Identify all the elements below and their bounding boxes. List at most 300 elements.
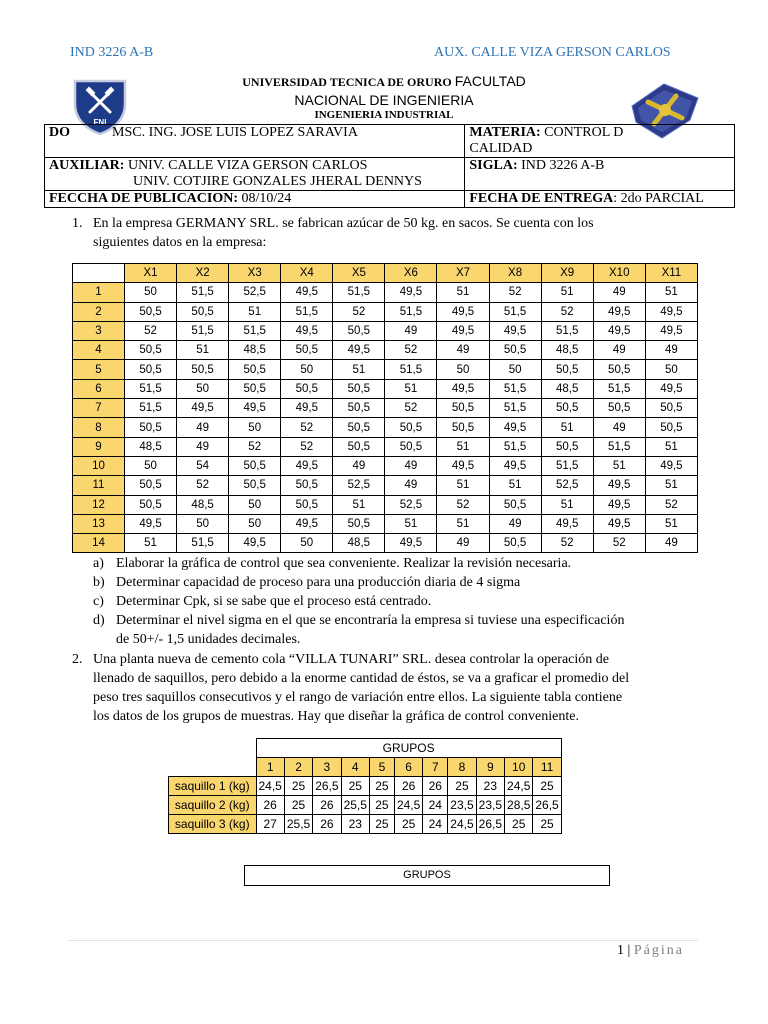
- row-number: 12: [73, 495, 125, 514]
- row-number: 1: [73, 283, 125, 302]
- data-cell: 51,5: [177, 534, 229, 553]
- table-row: [73, 399, 698, 418]
- data-cell: 50,5: [541, 360, 593, 379]
- data-cell: 51,5: [125, 399, 177, 418]
- column-header: X6: [385, 264, 437, 283]
- data-cell: 51: [645, 514, 697, 533]
- question-2-line: peso tres saquillos consecutivos y el rango de variación entre ellos. La siguiente tabla contiene: [93, 690, 623, 705]
- data-cell: 51,5: [489, 437, 541, 456]
- auxiliar-value-1: UNIV. CALLE VIZA GERSON CARLOS: [127, 158, 368, 173]
- data-cell: 49: [645, 341, 697, 360]
- data-cell: 49: [437, 341, 489, 360]
- data-cell: 49,5: [333, 341, 385, 360]
- row-number: 2: [73, 302, 125, 321]
- data-cell: 50,5: [229, 476, 281, 495]
- data-cell: 49,5: [489, 456, 541, 475]
- data-cell: 52: [281, 418, 333, 437]
- data-cell: 50,5: [489, 341, 541, 360]
- data-cell: 49,5: [593, 321, 645, 340]
- sugar-bags-data-table: [72, 263, 698, 553]
- data-cell: 49,5: [593, 476, 645, 495]
- group-number: 6: [394, 758, 422, 777]
- data-cell: 49,5: [593, 514, 645, 533]
- table-row: [73, 302, 698, 321]
- data-cell: 51,5: [177, 283, 229, 302]
- row-number: 8: [73, 418, 125, 437]
- data-cell: 50,5: [125, 418, 177, 437]
- data-cell: 50,5: [593, 360, 645, 379]
- data-cell: 50: [229, 514, 281, 533]
- data-cell: 51,5: [541, 456, 593, 475]
- data-cell: 49,5: [281, 399, 333, 418]
- footer-divider: [68, 940, 698, 941]
- data-cell: 26,5: [313, 777, 341, 796]
- data-cell: 52,5: [333, 476, 385, 495]
- data-cell: 50: [281, 360, 333, 379]
- data-cell: 50,5: [229, 456, 281, 475]
- data-cell: 25: [284, 777, 312, 796]
- data-cell: 54: [177, 456, 229, 475]
- question-2: [72, 650, 692, 726]
- data-cell: 51: [541, 418, 593, 437]
- data-cell: 49: [385, 321, 437, 340]
- data-cell: 50,5: [125, 302, 177, 321]
- row-number: 13: [73, 514, 125, 533]
- group-number: 8: [448, 758, 476, 777]
- page-label: Página: [633, 943, 684, 958]
- data-cell: 25: [369, 815, 394, 834]
- data-cell: 25,5: [341, 796, 369, 815]
- data-cell: 51,5: [489, 302, 541, 321]
- data-cell: 49: [177, 418, 229, 437]
- row-number: 10: [73, 456, 125, 475]
- data-cell: 52: [385, 341, 437, 360]
- data-cell: 25: [533, 777, 561, 796]
- info-row-auxiliar: [45, 158, 735, 191]
- data-cell: 50: [437, 360, 489, 379]
- data-cell: 52: [593, 534, 645, 553]
- data-cell: 51: [489, 476, 541, 495]
- data-cell: 49,5: [645, 321, 697, 340]
- data-cell: 50,5: [229, 379, 281, 398]
- question-1-text: [93, 214, 692, 252]
- data-cell: 49: [437, 534, 489, 553]
- data-cell: 51,5: [281, 302, 333, 321]
- item-text-block: [116, 592, 693, 611]
- data-cell: 51: [593, 456, 645, 475]
- logo-text: FNI: [93, 118, 107, 127]
- docente-label: DO: [49, 125, 70, 140]
- column-header: X3: [229, 264, 281, 283]
- data-cell: 50,5: [125, 360, 177, 379]
- table-header-row: [73, 264, 698, 283]
- groups-number-row: [169, 758, 562, 777]
- data-cell: 50,5: [437, 418, 489, 437]
- publicacion-label: FECCHA DE PUBLICACION:: [49, 191, 239, 206]
- question-item: [93, 611, 693, 649]
- data-cell: 28,5: [505, 796, 533, 815]
- table-row: [73, 379, 698, 398]
- data-cell: 50,5: [489, 495, 541, 514]
- data-cell: 52: [229, 437, 281, 456]
- data-cell: 50,5: [281, 476, 333, 495]
- cement-bags-groups-table: [168, 738, 562, 834]
- data-cell: 51: [125, 534, 177, 553]
- data-cell: 51,5: [125, 379, 177, 398]
- data-cell: 51: [437, 437, 489, 456]
- data-cell: 49,5: [281, 514, 333, 533]
- header-assistant-name: AUX. CALLE VIZA GERSON CARLOS: [434, 45, 671, 60]
- question-1-items: [93, 554, 693, 649]
- data-cell: 25: [369, 796, 394, 815]
- data-cell: 25: [505, 815, 533, 834]
- data-cell: 51: [333, 495, 385, 514]
- row-number: 5: [73, 360, 125, 379]
- group-number: 7: [423, 758, 448, 777]
- table-row: [73, 514, 698, 533]
- faculty-name: NACIONAL DE INGENIERIA: [294, 92, 474, 108]
- data-cell: 51,5: [489, 379, 541, 398]
- entrega-value: : 2do PARCIAL: [613, 191, 704, 206]
- data-cell: 50,5: [177, 302, 229, 321]
- data-cell: 52: [333, 302, 385, 321]
- data-cell: 49,5: [437, 321, 489, 340]
- data-cell: 52: [177, 476, 229, 495]
- data-cell: 24,5: [394, 796, 422, 815]
- table-row: [73, 437, 698, 456]
- data-cell: 48,5: [177, 495, 229, 514]
- data-cell: 50,5: [333, 514, 385, 533]
- info-row-fechas: [45, 191, 735, 208]
- group-number: 4: [341, 758, 369, 777]
- row-number: 11: [73, 476, 125, 495]
- data-cell: 50,5: [125, 341, 177, 360]
- column-header: X1: [125, 264, 177, 283]
- data-cell: 51: [437, 283, 489, 302]
- data-cell: 49,5: [593, 495, 645, 514]
- data-cell: 50: [177, 379, 229, 398]
- item-text: Elaborar la gráfica de control que sea conveniente. Realizar la revisión necesaria.: [116, 556, 572, 571]
- data-cell: 48,5: [541, 341, 593, 360]
- column-header: X11: [645, 264, 697, 283]
- data-cell: 50,5: [333, 379, 385, 398]
- data-cell: 51: [385, 379, 437, 398]
- table-row: [169, 777, 562, 796]
- data-cell: 23,5: [476, 796, 504, 815]
- data-cell: 25,5: [284, 815, 312, 834]
- data-cell: 49,5: [593, 302, 645, 321]
- data-cell: 26: [313, 796, 341, 815]
- group-number: 2: [284, 758, 312, 777]
- column-header: X10: [593, 264, 645, 283]
- group-number: 3: [313, 758, 341, 777]
- group-number: 10: [505, 758, 533, 777]
- data-cell: 49,5: [229, 399, 281, 418]
- page-footer: [617, 943, 684, 959]
- data-cell: 49: [333, 456, 385, 475]
- data-cell: 49,5: [229, 534, 281, 553]
- question-1: [72, 214, 692, 252]
- data-cell: 48,5: [229, 341, 281, 360]
- table-row: [169, 815, 562, 834]
- data-cell: 50,5: [541, 437, 593, 456]
- data-cell: 25: [394, 815, 422, 834]
- data-cell: 50,5: [593, 399, 645, 418]
- data-cell: 50,5: [645, 399, 697, 418]
- university-name: UNIVERSIDAD TECNICA DE ORURO: [242, 75, 452, 89]
- corner-cell: [73, 264, 125, 283]
- group-number: 9: [476, 758, 504, 777]
- item-text: Determinar capacidad de proceso para una producción diaria de 4 sigma: [116, 575, 521, 590]
- column-header: X5: [333, 264, 385, 283]
- data-cell: 49,5: [645, 302, 697, 321]
- data-cell: 52: [489, 283, 541, 302]
- data-cell: 48,5: [333, 534, 385, 553]
- data-cell: 50,5: [229, 360, 281, 379]
- page-number: 1: [617, 943, 624, 958]
- data-cell: 49: [489, 514, 541, 533]
- data-cell: 52: [437, 495, 489, 514]
- table-row: [169, 796, 562, 815]
- data-cell: 25: [284, 796, 312, 815]
- data-cell: 50: [281, 534, 333, 553]
- data-cell: 49: [645, 534, 697, 553]
- data-cell: 49,5: [177, 399, 229, 418]
- table-row: [73, 495, 698, 514]
- data-cell: 51: [645, 437, 697, 456]
- data-cell: 24: [423, 815, 448, 834]
- data-cell: 24: [423, 796, 448, 815]
- groups-title: GRUPOS: [256, 739, 561, 758]
- data-cell: 50,5: [541, 399, 593, 418]
- question-1-number: 1.: [72, 216, 83, 231]
- data-cell: 50,5: [333, 418, 385, 437]
- data-cell: 26,5: [476, 815, 504, 834]
- question-2-number: 2.: [72, 652, 83, 667]
- data-cell: 27: [256, 815, 284, 834]
- data-cell: 52: [125, 321, 177, 340]
- question-item: [93, 573, 693, 592]
- row-label: saquillo 1 (kg): [169, 777, 257, 796]
- table-row: [73, 456, 698, 475]
- row-number: 7: [73, 399, 125, 418]
- data-cell: 52,5: [385, 495, 437, 514]
- data-cell: 51: [645, 476, 697, 495]
- materia-label: MATERIA:: [469, 125, 541, 140]
- table-row: [73, 341, 698, 360]
- column-header: X8: [489, 264, 541, 283]
- sigla-value: IND 3226 A-B: [521, 158, 605, 173]
- data-cell: 25: [369, 777, 394, 796]
- data-cell: 49,5: [125, 514, 177, 533]
- data-cell: 49,5: [281, 456, 333, 475]
- auxiliar-value-2: UNIV. COTJIRE GONZALES JHERAL DENNYS: [133, 174, 422, 189]
- groups-title-row: [169, 739, 562, 758]
- publicacion-value: 08/10/24: [241, 191, 292, 206]
- item-text-block: [116, 573, 693, 592]
- question-1-line-2: siguientes datos en la empresa:: [93, 235, 267, 250]
- data-cell: 52: [541, 302, 593, 321]
- course-info-table: [44, 124, 735, 208]
- data-cell: 26: [313, 815, 341, 834]
- item-text-block: [116, 611, 693, 649]
- data-cell: 51,5: [489, 399, 541, 418]
- auxiliar-label: AUXILIAR:: [49, 158, 125, 173]
- data-cell: 26,5: [533, 796, 561, 815]
- data-cell: 51: [385, 514, 437, 533]
- data-cell: 50: [645, 360, 697, 379]
- data-cell: 51: [437, 514, 489, 533]
- materia-value: CONTROL D: [544, 125, 624, 140]
- sigla-label: SIGLA:: [469, 158, 518, 173]
- entrega-label: FECHA DE ENTREGA: [469, 191, 614, 206]
- item-text-continued: de 50+/- 1,5 unidades decimales.: [116, 632, 301, 647]
- table-row: [73, 476, 698, 495]
- group-number: 11: [533, 758, 561, 777]
- faculty-word: FACULTAD: [454, 73, 526, 89]
- data-cell: 50,5: [177, 360, 229, 379]
- group-number: 1: [256, 758, 284, 777]
- data-cell: 51: [229, 302, 281, 321]
- data-cell: 49,5: [385, 283, 437, 302]
- data-cell: 50: [229, 418, 281, 437]
- data-cell: 52: [645, 495, 697, 514]
- data-cell: 49: [593, 418, 645, 437]
- data-cell: 51,5: [229, 321, 281, 340]
- data-cell: 51: [437, 476, 489, 495]
- data-cell: 49: [593, 341, 645, 360]
- group-number: 5: [369, 758, 394, 777]
- data-cell: 25: [341, 777, 369, 796]
- table-row: [73, 534, 698, 553]
- data-cell: 50,5: [333, 321, 385, 340]
- row-label: saquillo 3 (kg): [169, 815, 257, 834]
- data-cell: 49,5: [385, 534, 437, 553]
- item-letter: d): [93, 613, 105, 628]
- data-cell: 50,5: [281, 495, 333, 514]
- data-cell: 25: [533, 815, 561, 834]
- data-cell: 50,5: [645, 418, 697, 437]
- data-cell: 48,5: [541, 379, 593, 398]
- item-text-block: [116, 554, 693, 573]
- data-cell: 23,5: [448, 796, 476, 815]
- data-cell: 50,5: [333, 399, 385, 418]
- page-separator: |: [627, 943, 631, 958]
- item-letter: c): [93, 594, 104, 609]
- header-course-code: IND 3226 A-B: [70, 45, 154, 60]
- table-row: [73, 360, 698, 379]
- data-cell: 49,5: [645, 379, 697, 398]
- data-cell: 49,5: [281, 283, 333, 302]
- data-cell: 23: [341, 815, 369, 834]
- data-cell: 52,5: [229, 283, 281, 302]
- data-cell: 50: [125, 456, 177, 475]
- table-row: [73, 321, 698, 340]
- question-item: [93, 592, 693, 611]
- data-cell: 49: [385, 476, 437, 495]
- data-cell: 26: [423, 777, 448, 796]
- question-1-line-1: En la empresa GERMANY SRL. se fabrican azúcar de 50 kg. en sacos. Se cuenta con los: [93, 216, 594, 231]
- data-cell: 52: [281, 437, 333, 456]
- item-letter: a): [93, 556, 104, 571]
- data-cell: 49,5: [489, 418, 541, 437]
- data-cell: 24,5: [448, 815, 476, 834]
- item-text: Determinar Cpk, si se sabe que el proceso está centrado.: [116, 594, 432, 609]
- docente-value: MSC. ING. JOSE LUIS LOPEZ SARAVIA: [112, 125, 358, 140]
- data-cell: 51,5: [593, 437, 645, 456]
- column-header: X9: [541, 264, 593, 283]
- data-cell: 51,5: [177, 321, 229, 340]
- data-cell: 50,5: [125, 476, 177, 495]
- data-cell: 50: [229, 495, 281, 514]
- question-2-line: los datos de los grupos de muestras. Hay que diseñar la gráfica de control conveniente.: [93, 709, 579, 724]
- data-cell: 50: [489, 360, 541, 379]
- question-item: [93, 554, 693, 573]
- data-cell: 50,5: [385, 418, 437, 437]
- data-cell: 51: [541, 283, 593, 302]
- data-cell: 26: [394, 777, 422, 796]
- data-cell: 50: [177, 514, 229, 533]
- info-row-docente: [45, 125, 735, 158]
- row-number: 9: [73, 437, 125, 456]
- data-cell: 50,5: [437, 399, 489, 418]
- data-cell: 49,5: [281, 321, 333, 340]
- data-cell: 51,5: [593, 379, 645, 398]
- item-text: Determinar el nivel sigma en el que se encontraría la empresa si tuviese una especificación: [116, 613, 625, 628]
- data-cell: 50,5: [333, 437, 385, 456]
- data-cell: 49: [177, 437, 229, 456]
- row-number: 4: [73, 341, 125, 360]
- university-line-1: [0, 73, 768, 90]
- materia-value-2: CALIDAD: [469, 141, 533, 156]
- data-cell: 51,5: [541, 321, 593, 340]
- data-cell: 49: [593, 283, 645, 302]
- row-label: saquillo 2 (kg): [169, 796, 257, 815]
- data-cell: 52: [541, 534, 593, 553]
- groups-empty-table: GRUPOS: [244, 865, 610, 886]
- data-cell: 24,5: [256, 777, 284, 796]
- data-cell: 50,5: [281, 379, 333, 398]
- career-name: INGENIERIA INDUSTRIAL: [314, 109, 454, 121]
- data-cell: 51,5: [385, 302, 437, 321]
- table-row: [73, 418, 698, 437]
- table-row: [73, 283, 698, 302]
- column-header: X4: [281, 264, 333, 283]
- data-cell: 49,5: [437, 456, 489, 475]
- question-2-line: llenado de saquillos, pero debido a la enorme cantidad de éstos, se va a graficar el promedio del: [93, 671, 630, 686]
- question-2-text: [93, 650, 692, 726]
- row-number: 14: [73, 534, 125, 553]
- data-cell: 23: [476, 777, 504, 796]
- data-cell: 48,5: [125, 437, 177, 456]
- data-cell: 25: [448, 777, 476, 796]
- item-letter: b): [93, 575, 105, 590]
- data-cell: 50: [125, 283, 177, 302]
- data-cell: 52,5: [541, 476, 593, 495]
- data-cell: 51: [645, 283, 697, 302]
- data-cell: 49,5: [489, 321, 541, 340]
- row-number: 3: [73, 321, 125, 340]
- data-cell: 49,5: [437, 379, 489, 398]
- data-cell: 50,5: [281, 341, 333, 360]
- data-cell: 50,5: [489, 534, 541, 553]
- data-cell: 51: [541, 495, 593, 514]
- data-cell: 49,5: [645, 456, 697, 475]
- column-header: X7: [437, 264, 489, 283]
- data-cell: 51: [333, 360, 385, 379]
- data-cell: 49: [385, 456, 437, 475]
- data-cell: 24,5: [505, 777, 533, 796]
